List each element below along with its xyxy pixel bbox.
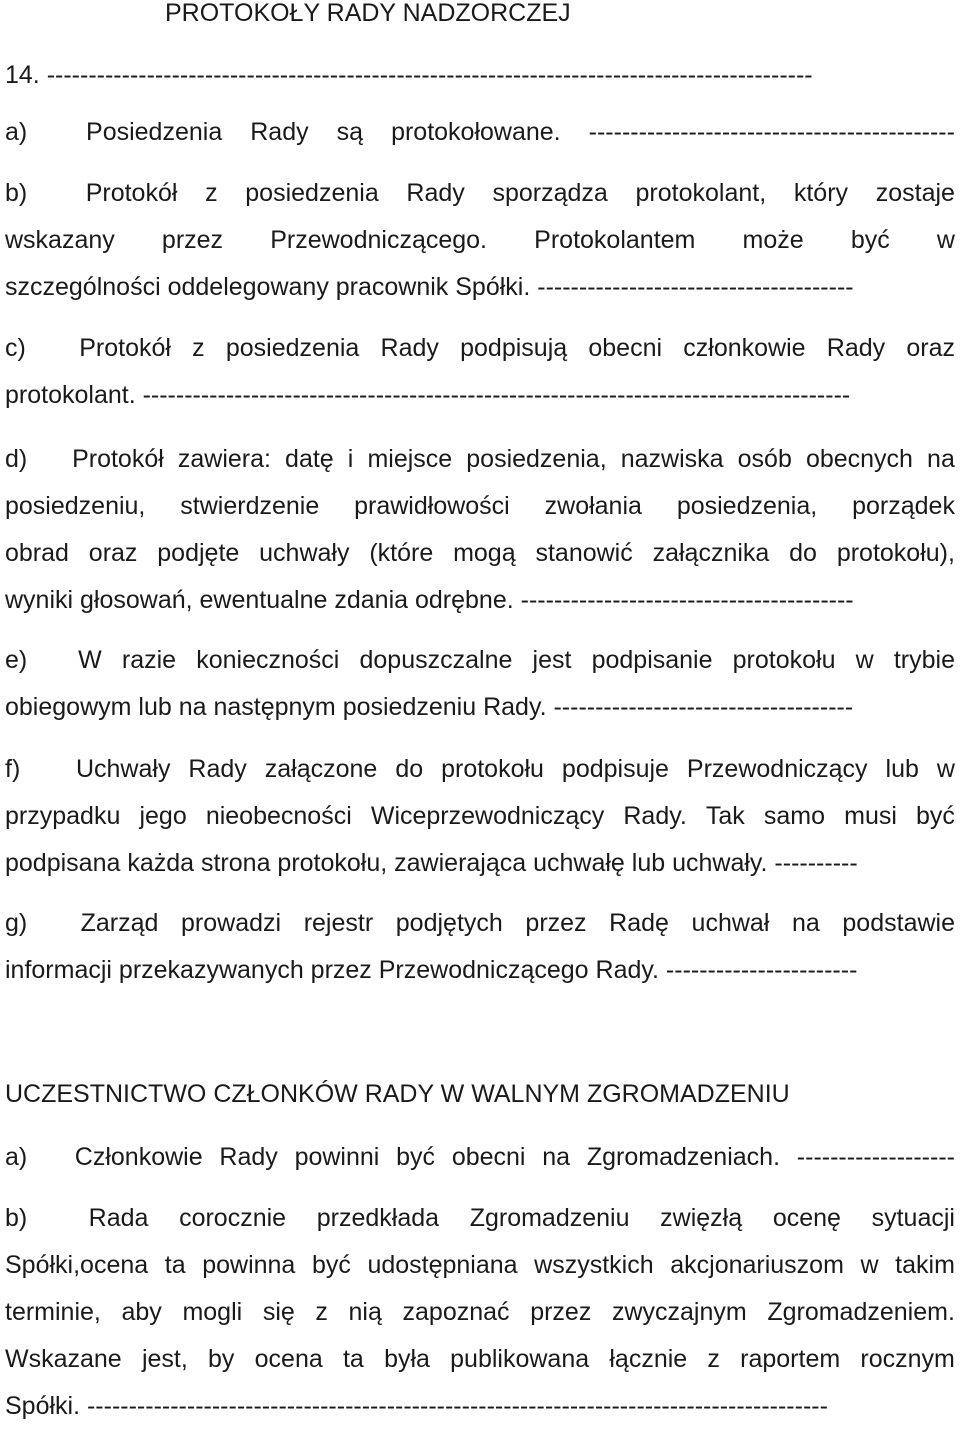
- word: miejsce: [367, 445, 453, 473]
- item-letter: a): [5, 118, 28, 146]
- word: Protokół: [85, 179, 178, 207]
- word: zostaje: [875, 179, 955, 207]
- word: publikowana: [450, 1345, 590, 1373]
- word: terminie,: [5, 1298, 101, 1326]
- word: powinni: [294, 1143, 380, 1171]
- word: Posiedzenia: [86, 118, 223, 146]
- word: podstawie: [842, 909, 955, 937]
- word: rocznym: [860, 1345, 955, 1373]
- word: być: [311, 1251, 351, 1279]
- paragraph-f: [5, 746, 955, 887]
- word: obecni: [588, 334, 663, 362]
- word: posiedzenia,: [466, 445, 607, 473]
- word: Przewodniczący: [686, 755, 868, 783]
- word: Wiceprzewodniczący: [370, 802, 605, 830]
- word: Przewodniczącego.: [270, 226, 488, 254]
- word: Zgromadzeniu: [469, 1204, 630, 1232]
- word: w: [936, 755, 955, 783]
- word: prowadzi: [181, 909, 282, 937]
- paragraph-first-line: [5, 170, 955, 217]
- word: uchwał: [691, 909, 770, 937]
- word: z: [192, 334, 205, 362]
- word: posiedzeniu,: [5, 492, 146, 520]
- word: Protokolantem: [534, 226, 696, 254]
- word: jest,: [141, 1345, 188, 1373]
- word: Rada: [88, 1204, 149, 1232]
- word: by: [208, 1345, 235, 1373]
- word: być: [850, 226, 890, 254]
- paragraph-continuation-line: szczególności oddelegowany pracownik Spółki. --------------------------------------: [5, 273, 854, 301]
- word: w: [855, 646, 874, 674]
- word: mogli: [182, 1298, 243, 1326]
- word: konieczności: [196, 646, 340, 674]
- word: udostępniana: [367, 1251, 518, 1279]
- word: nią: [348, 1298, 382, 1326]
- word: takim: [895, 1251, 955, 1279]
- word: z: [707, 1345, 720, 1373]
- word: ocenę: [772, 1204, 841, 1232]
- word: nazwiska: [620, 445, 724, 473]
- paragraph-continuation-line: obiegowym lub na następnym posiedzeniu Rady. ------------------------------------: [5, 693, 854, 721]
- word: posiedzenia,: [676, 492, 818, 520]
- paragraph-continuation-line: [5, 530, 955, 577]
- word: (które: [369, 539, 434, 567]
- word: --------------------------------------------: [588, 118, 955, 146]
- word: z: [315, 1298, 328, 1326]
- paragraph-first-line: [5, 436, 955, 483]
- word: podpisuje: [561, 755, 669, 783]
- word: zwięzłą: [660, 1204, 743, 1232]
- paragraph-first-line: [5, 1134, 955, 1181]
- word: Rady: [219, 1143, 278, 1171]
- word: Rady: [406, 179, 465, 207]
- paragraph-continuation-line: [5, 217, 955, 264]
- word: Tak: [705, 802, 745, 830]
- word: załącznika: [652, 539, 770, 567]
- word: ta: [164, 1251, 186, 1279]
- paragraph-continuation-line: [5, 483, 955, 530]
- section-heading-protocols: PROTOKOŁY RADY NADZORCZEJ: [165, 0, 571, 27]
- word: trybie: [893, 646, 955, 674]
- word: się: [262, 1298, 295, 1326]
- word: raportem: [740, 1345, 841, 1373]
- word: zapoznać: [402, 1298, 510, 1326]
- paragraph-g: [5, 900, 955, 994]
- paragraph-continuation-line: [5, 1289, 955, 1336]
- word: jego: [139, 802, 187, 830]
- word: przedkłada: [316, 1204, 440, 1232]
- word: protokołu),: [836, 539, 955, 567]
- word: podjęte: [157, 539, 240, 567]
- paragraph-continuation-line: informacji przekazywanych przez Przewodniczącego Rady. -----------------------: [5, 956, 858, 984]
- item-letter: e): [5, 646, 28, 674]
- word: sytuacji: [871, 1204, 955, 1232]
- item-letter: g): [5, 909, 28, 937]
- word: Zgromadzeniach.: [586, 1143, 781, 1171]
- word: stanowić: [535, 539, 633, 567]
- word: być: [396, 1143, 436, 1171]
- word: który: [793, 179, 849, 207]
- word: do: [789, 539, 817, 567]
- word: obecni: [451, 1143, 526, 1171]
- paragraph-continuation-line: podpisana każda strona protokołu, zawierająca uchwałę lub uchwały. ----------: [5, 849, 858, 877]
- word: prawidłowości: [354, 492, 510, 520]
- word: samo: [763, 802, 826, 830]
- word: musi: [844, 802, 897, 830]
- word: W: [78, 646, 102, 674]
- word: i: [347, 445, 354, 473]
- meeting-paragraph-b: [5, 1195, 955, 1430]
- word: sporządza: [492, 179, 608, 207]
- word: mogą: [453, 539, 516, 567]
- word: Protokół: [72, 445, 164, 473]
- word: może: [742, 226, 804, 254]
- word: podjętych: [395, 909, 503, 937]
- paragraph-d: [5, 436, 955, 624]
- word: porządek: [852, 492, 955, 520]
- paragraph-first-line: [5, 109, 955, 156]
- paragraph-first-line: [5, 900, 955, 947]
- word: posiedzenia: [245, 179, 379, 207]
- paragraph-first-line: [5, 325, 955, 372]
- word: Wskazane: [5, 1345, 122, 1373]
- word: przez: [161, 226, 224, 254]
- word: obecnych: [805, 445, 913, 473]
- word: Rady: [188, 755, 247, 783]
- word: Zgromadzeniem.: [767, 1298, 955, 1326]
- word: datę: [285, 445, 334, 473]
- word: podpisują: [460, 334, 568, 362]
- word: na: [927, 445, 955, 473]
- word: Rady: [826, 334, 886, 362]
- word: są: [336, 118, 364, 146]
- word: oraz: [906, 334, 955, 362]
- word: przypadku: [5, 802, 121, 830]
- word: nieobecności: [205, 802, 352, 830]
- item-letter: f): [5, 755, 21, 783]
- word: być: [916, 802, 955, 830]
- word: posiedzenia: [225, 334, 360, 362]
- word: przez: [525, 909, 587, 937]
- word: razie: [121, 646, 177, 674]
- word: w: [860, 1251, 879, 1279]
- word: rejestr: [303, 909, 374, 937]
- word: z: [205, 179, 218, 207]
- word: Protokół: [79, 334, 171, 362]
- word: ocena: [254, 1345, 323, 1373]
- word: na: [542, 1143, 571, 1171]
- word: akcjonariuszom: [670, 1251, 844, 1279]
- word: ta: [342, 1345, 364, 1373]
- word: zawiera:: [177, 445, 271, 473]
- paragraph-continuation-line: wyniki głosowań, ewentualne zdania odrębne. ----------------------------------------: [5, 586, 854, 614]
- word: protokołowane.: [391, 118, 561, 146]
- word: osób: [737, 445, 792, 473]
- item-letter: b): [5, 179, 28, 207]
- word: przez: [530, 1298, 592, 1326]
- word: aby: [121, 1298, 162, 1326]
- paragraph-b: [5, 170, 955, 311]
- word: zwyczajnym: [611, 1298, 747, 1326]
- word: uchwały: [259, 539, 350, 567]
- item-letter: d): [5, 445, 28, 473]
- word: powinna: [202, 1251, 296, 1279]
- word: protokołu: [732, 646, 836, 674]
- paragraph-continuation-line: [5, 1242, 955, 1289]
- paragraph-c: [5, 325, 955, 419]
- word: łącznie: [609, 1345, 688, 1373]
- word: -------------------: [796, 1143, 955, 1171]
- word: obrad: [5, 539, 69, 567]
- word: była: [384, 1345, 430, 1373]
- paragraph-continuation-line: protokolant. -------------------------------------------------------------------------------------: [5, 381, 851, 409]
- paragraph-e: [5, 637, 955, 731]
- item-letter: c): [5, 334, 26, 362]
- paragraph-first-line: [5, 1195, 955, 1242]
- section-heading-general-meeting: UCZESTNICTWO CZŁONKÓW RADY W WALNYM ZGROMADZENIU: [5, 1080, 790, 1108]
- word: jest: [532, 646, 572, 674]
- word: stwierdzenie: [180, 492, 320, 520]
- word: corocznie: [179, 1204, 287, 1232]
- paragraph-first-line: [5, 746, 955, 793]
- word: Uchwały: [75, 755, 171, 783]
- meeting-paragraph-a: [5, 1134, 955, 1181]
- word: członkowie: [683, 334, 806, 362]
- word: wskazany: [5, 226, 115, 254]
- word: Rady: [380, 334, 439, 362]
- word: dopuszczalne: [359, 646, 513, 674]
- word: Spółki,ocena: [5, 1251, 149, 1279]
- word: do: [395, 755, 424, 783]
- paragraph-continuation-line: [5, 793, 955, 840]
- word: Członkowie: [74, 1143, 203, 1171]
- word: wszystkich: [534, 1251, 654, 1279]
- paragraph-number: 14. --------------------------------------------------------------------------------------------: [5, 61, 813, 89]
- paragraph-a: [5, 109, 955, 156]
- word: Radę: [609, 909, 669, 937]
- word: Rady: [250, 118, 309, 146]
- word: w: [936, 226, 955, 254]
- item-letter: a): [5, 1143, 28, 1171]
- word: oraz: [88, 539, 138, 567]
- word: lub: [885, 755, 919, 783]
- paragraph-continuation-line: Spółki. -----------------------------------------------------------------------------------------: [5, 1392, 828, 1420]
- word: podpisanie: [591, 646, 713, 674]
- word: Rady.: [623, 802, 687, 830]
- word: protokolant,: [635, 179, 767, 207]
- item-letter: b): [5, 1204, 28, 1232]
- word: na: [791, 909, 820, 937]
- paragraph-continuation-line: [5, 1336, 955, 1383]
- word: protokołu: [441, 755, 544, 783]
- paragraph-first-line: [5, 637, 955, 684]
- word: Zarząd: [80, 909, 159, 937]
- word: zwołania: [544, 492, 642, 520]
- word: załączone: [264, 755, 378, 783]
